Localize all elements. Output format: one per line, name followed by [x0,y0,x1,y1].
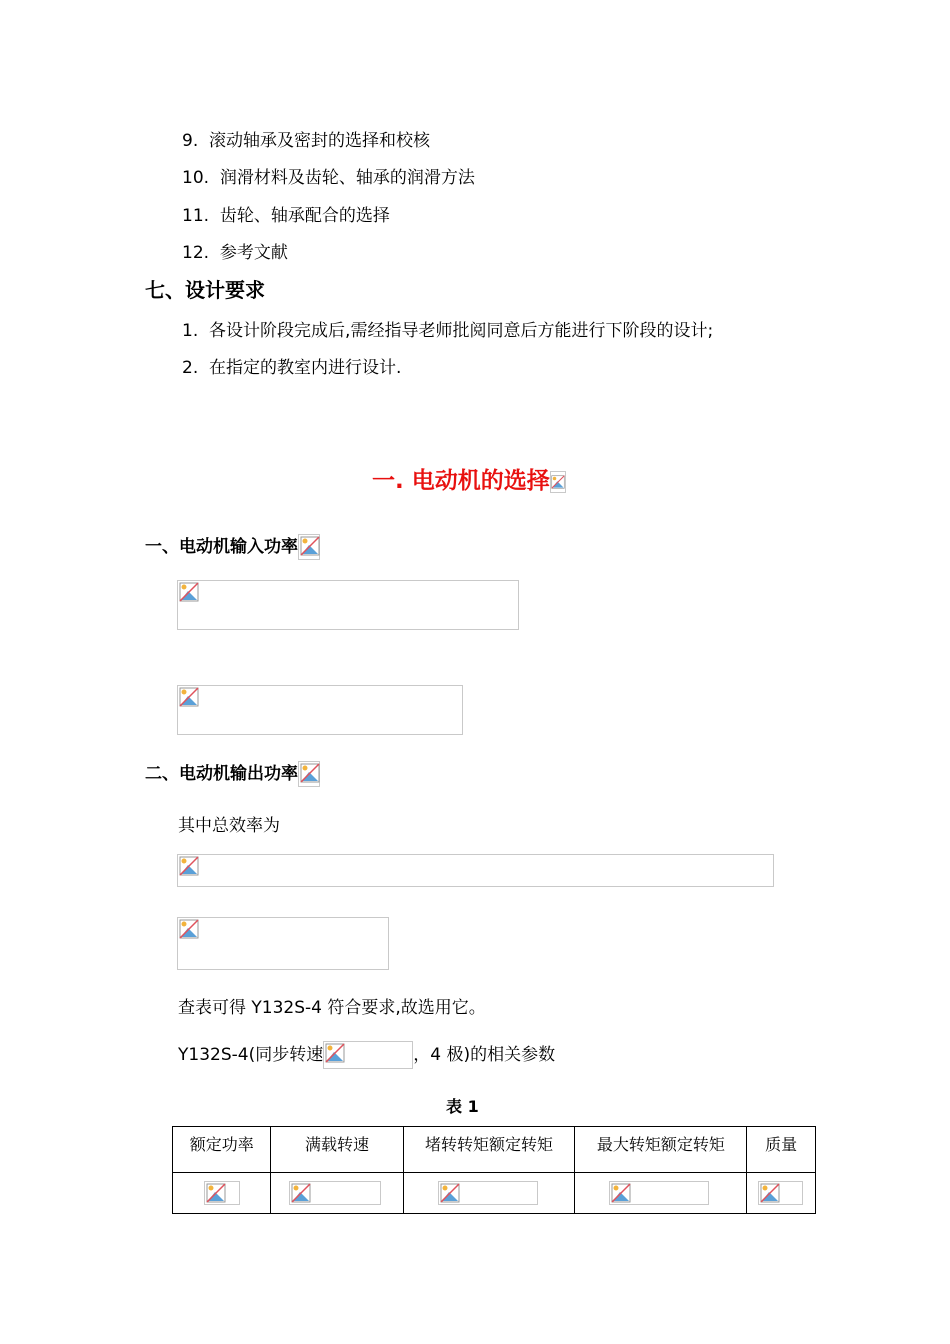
broken-image-icon [298,761,320,787]
formula-image [177,580,519,630]
efficiency-text: 其中总效率为 [178,816,280,836]
chapter-title: 一. 电动机的选择 [372,462,566,495]
broken-image-icon [179,919,199,939]
broken-image-icon [438,1181,538,1205]
list-item: 11. 齿轮、轴承配合的选择 [182,206,390,226]
table-header-row [173,1127,816,1173]
table-header-cell: 额定功率 [173,1127,271,1173]
broken-image-icon [298,534,320,560]
list-item: 9. 滚动轴承及密封的选择和校核 [182,131,431,151]
broken-image-icon [179,687,199,707]
params-text: Y132S-4(同步转速 ，4 极)的相关参数 [178,1040,555,1069]
broken-image-icon [609,1181,709,1205]
table-cell [403,1173,575,1214]
table-header-cell: 堵转转矩额定转矩 [403,1127,575,1173]
formula-image [177,685,463,735]
table-row [173,1173,816,1214]
list-item: 2. 在指定的教室内进行设计. [182,358,402,378]
subheading-output-power: 二、电动机输出功率 [145,759,320,787]
params-table [172,1126,816,1214]
broken-image-icon [179,582,199,602]
table-header-cell: 最大转矩额定转矩 [575,1127,747,1173]
subheading-input-power: 一、电动机输入功率 [145,532,320,560]
formula-image [177,917,389,970]
table-cell [271,1173,403,1214]
broken-image-icon [179,856,199,876]
broken-image-icon [204,1181,240,1205]
table-cell [575,1173,747,1214]
table-header-cell: 满载转速 [271,1127,403,1173]
lookup-text: 查表可得 Y132S-4 符合要求,故选用它。 [178,998,486,1018]
table-header-cell: 质量 [747,1127,816,1173]
broken-image-icon [550,471,566,493]
table-caption: 表 1 [446,1097,479,1116]
formula-image [177,854,774,887]
broken-image-icon [289,1181,381,1205]
list-item: 10. 润滑材料及齿轮、轴承的润滑方法 [182,168,475,188]
broken-image-icon [323,1041,413,1069]
list-item: 1. 各设计阶段完成后,需经指导老师批阅同意后方能进行下阶段的设计; [182,321,714,341]
table-cell [747,1173,816,1214]
section-heading-design-requirements: 七、设计要求 [145,278,265,302]
table-cell [173,1173,271,1214]
list-item: 12. 参考文献 [182,243,288,263]
broken-image-icon [758,1181,803,1205]
